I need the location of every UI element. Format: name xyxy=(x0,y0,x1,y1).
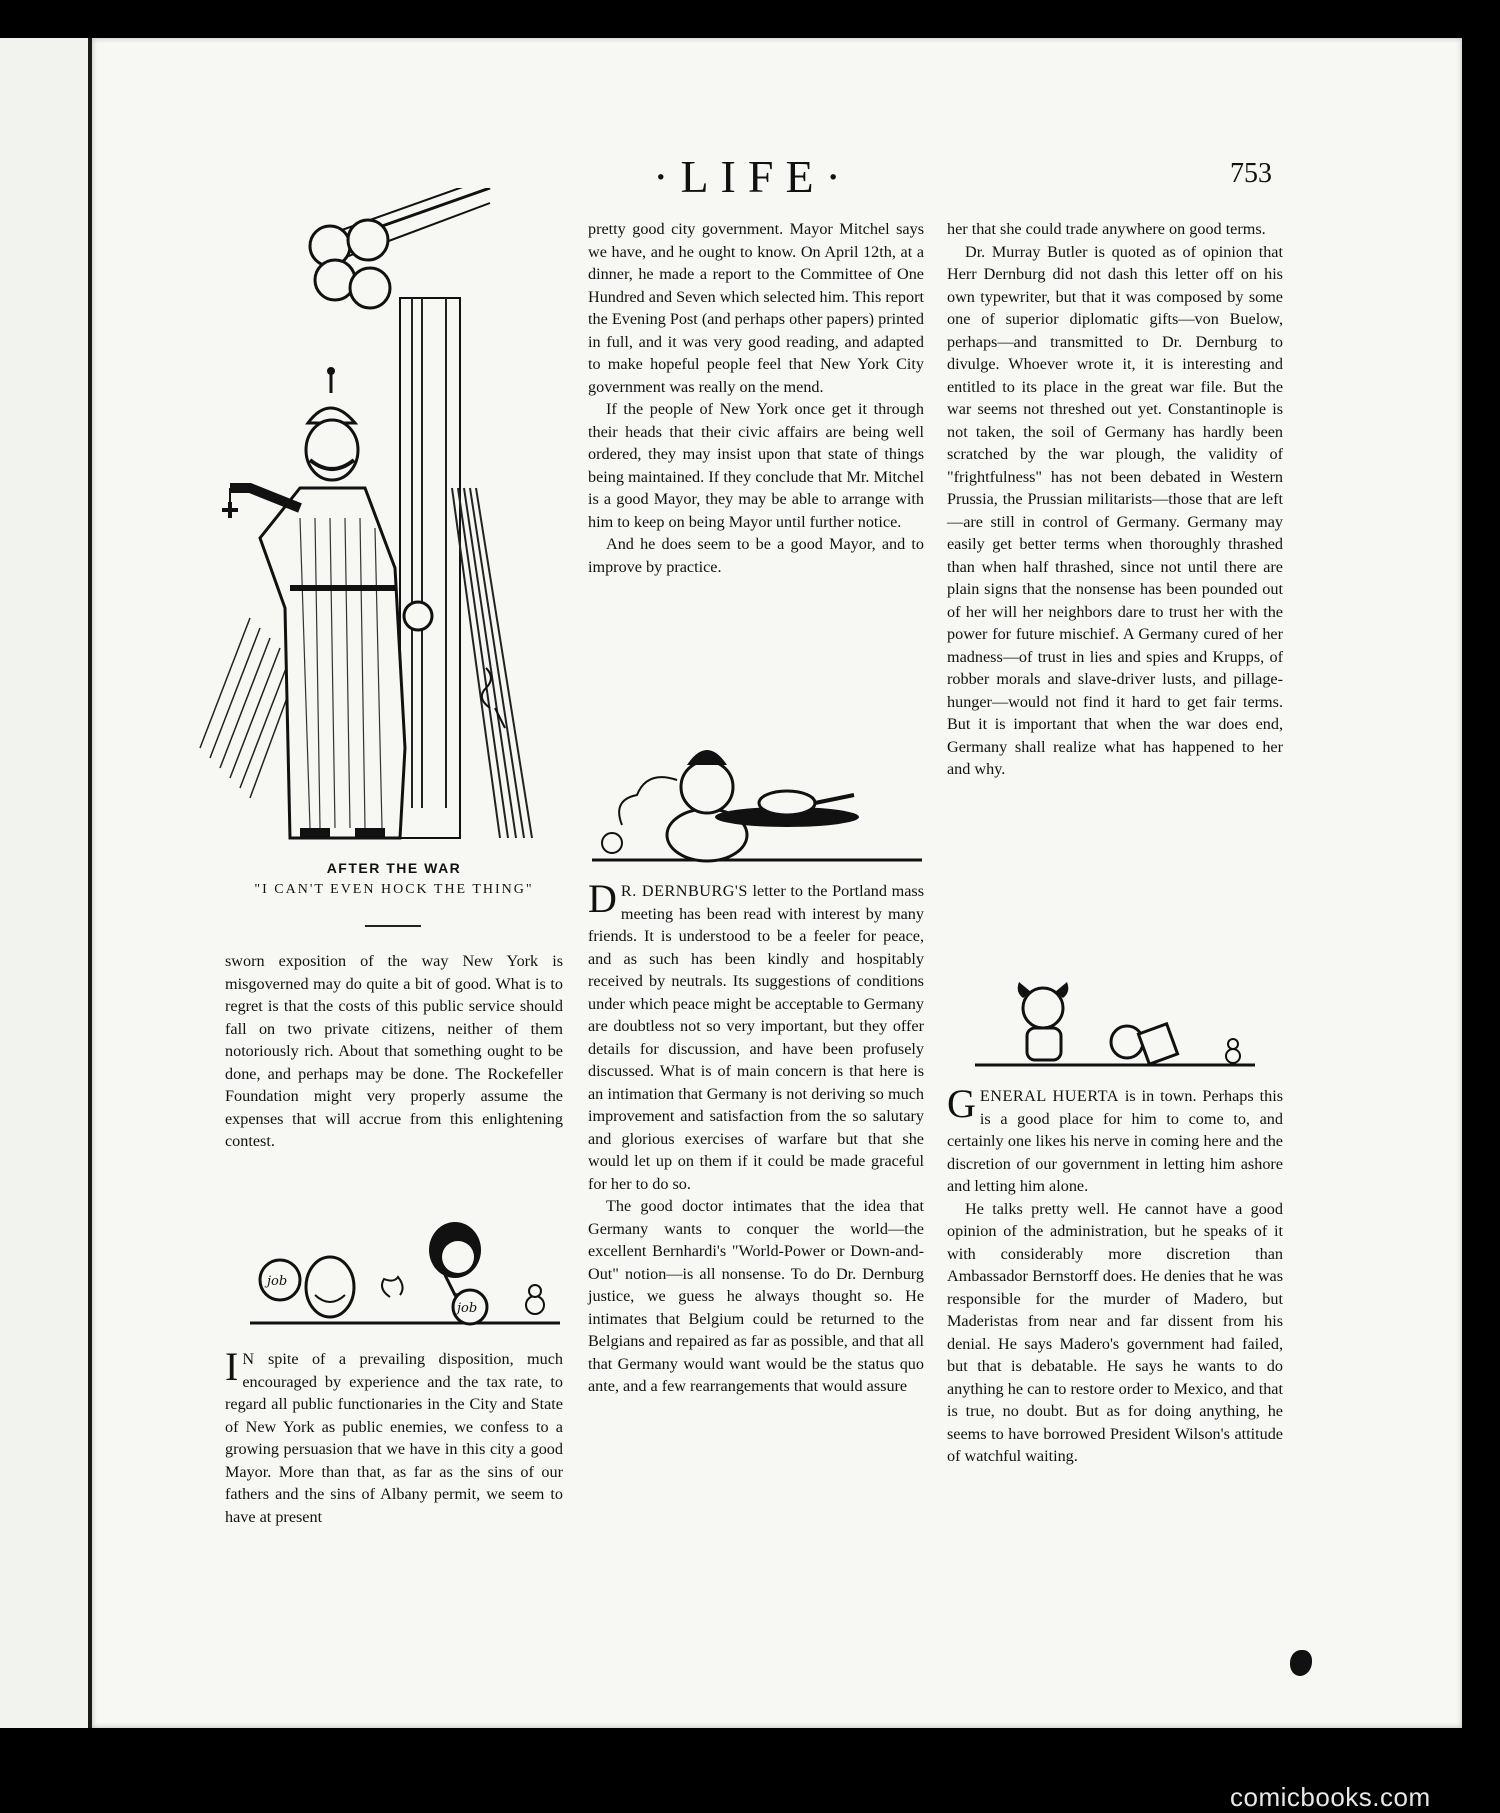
drop-cap: I xyxy=(225,1344,239,1389)
illustration-caption xyxy=(225,860,563,898)
paragraph: sworn exposition of the way New York is misgoverned may do quite a bit of good. What is to regret is that the costs of this public service should fall on two private citizens, neither of them notoriously rich. About that something ought to be done, and perhaps may be done. The Rockefeller Foundation might very properly assume the expenses that will accrue from this enlightening contest. xyxy=(225,952,563,1150)
illustration-job-vignette xyxy=(250,1215,560,1330)
column-2 xyxy=(588,218,924,578)
paragraph: D R. DERNBURG'S letter to the Portland mass meeting has been read with interest by many friends. It is understood to be a feeler for peace, and as such has been kindly and hospitably received by neutrals. Its suggestions of conditions under which peace might be acceptable to Germany are doubtless not so very important, but they offer details for discussion, and have been profusely discussed. What is of main concern is that here is an intimation that Germany is not deriving so much improvement and satisfaction from the so salutary and glorious exercises of warfare but that she would let up on them if it could be made graceful for her to do so. xyxy=(588,876,924,1193)
page-number: 753 xyxy=(1230,158,1272,189)
job-label-left: job xyxy=(267,1274,288,1289)
column-1 xyxy=(225,950,563,1153)
paragraph: GENERAL HUERTA is in town. Perhaps this is a good place for him to come to, and certainly one likes his nerve in coming here and the discretion of our government in letting him ashore and letting him alone. xyxy=(947,1081,1283,1195)
paragraph: her that she could trade anywhere on good terms. xyxy=(947,220,1266,238)
paragraph: I N spite of a prevailing disposition, much encouraged by experience and the tax rate, to regard all public functionaries in the City and State of New York as public enemies, we confess to a growing persuasion that we have in this city a good Mayor. More than that, as far as the sins of our fathers and the sins of Albany permit, we seem to have at present xyxy=(225,1344,563,1526)
caption-title: AFTER THE WAR xyxy=(326,860,462,876)
column-2-lower xyxy=(588,876,924,1398)
paragraph: He talks pretty well. He cannot have a good opinion of the administration, but he speaks of it with considerably more discretion than Ambassador Bernstorff does. He denies that he was responsible for the murder of Madero, but Maderistas from near and far dissent from his denial. He says Madero's government had failed, but that is debatable. He says he wants to do anything he can to restore order to Mexico, and that is true, no doubt. But as for doing anything, he seems to have borrowed President Wilson's attitude of watchful waiting. xyxy=(947,1199,1283,1465)
paragraph: Dr. Murray Butler is quoted as of opinion that Herr Dernburg did not dash this letter off on his own typewriter, but that it was composed by some one of superior diplomatic gifts—von Buelow, perhaps—and transmitted to Dr. Dernburg to divulge. Whoever wrote it, it is interesting and entitled to its place in the great war file. But the war seems not threshed out yet. Constantinople is not taken, the soil of Germany has hardly been scratched by the war plough, the validity of "frightfulness" has not been debated in Western Prussia, the Prussian militarists—those that are left—are still in control of Germany. Germany may easily get better terms when thoroughly thrashed than when half thrashed, since not until there are plain signs that the nonsense has been pounded out of her will her neighbors dare to trust her with the power for future mischief. A Germany cured of her madness—of trust in lies and spies and Krupps, of robber morals and slave-driver lusts, and pillage-hunger—would not find it hard to get fair terms. But it is important that when the war does end, Germany shall realize what has happened to her and why. xyxy=(947,242,1283,778)
paragraph: If the people of New York once get it through their heads that their civic affairs are being well ordered, they may insist upon that state of things being maintained. If they conclude that Mr. Mitchel is a good Mayor, they may be able to arrange with him to keep on being Mayor until further notice. xyxy=(588,400,924,531)
column-1-lower xyxy=(225,1344,563,1528)
facing-page-edge xyxy=(0,38,88,1728)
paragraph: pretty good city government. Mayor Mitchel says we have, and he ought to know. On April 12th, at a dinner, he made a report to the Committee of One Hundred and Seven which selected him. This report the Evening Post (and perhaps other papers) printed in full, and it was very good reading, and adapted to make hopeful people feel that New York City government was really on the mend. xyxy=(588,220,924,396)
illustration-cook-vignette xyxy=(592,725,922,865)
illustration-dog-vignette xyxy=(975,980,1255,1070)
caption-rule xyxy=(365,925,421,927)
paragraph: And he does seem to be a good Mayor, and to improve by practice. xyxy=(588,535,924,576)
column-3 xyxy=(947,218,1283,781)
drop-cap: G xyxy=(947,1081,976,1126)
paragraph: The good doctor intimates that the idea that Germany wants to conquer the world—the excellent Bernhardi's "World-Power or Down-and-Out" notion—is all nonsense. To do Dr. Dernburg justice, we guess he always thought so. He intimates that Belgium could be returned to the Belgians and repaired as far as possible, and that all that Germany would want would be the status quo ante, and a few rearrangements that would assure xyxy=(588,1197,924,1395)
illustration-after-the-war xyxy=(190,188,590,853)
caption-quote: "I CAN'T EVEN HOCK THE THING" xyxy=(254,882,534,897)
masthead-title: ·LIFE· xyxy=(653,151,853,202)
drop-cap: D xyxy=(588,876,617,921)
job-label-right: job xyxy=(457,1301,478,1316)
column-3-lower xyxy=(947,1081,1283,1468)
watermark: comicbooks.com xyxy=(1230,1782,1431,1812)
